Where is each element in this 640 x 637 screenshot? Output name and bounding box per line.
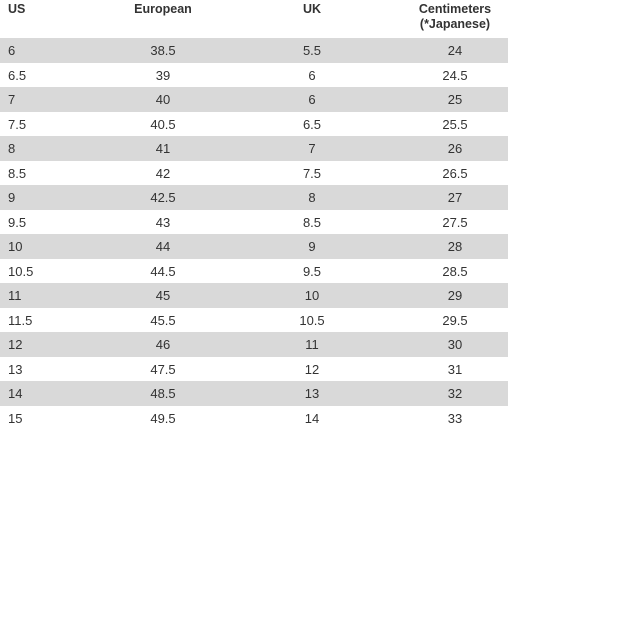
table-row <box>0 210 508 235</box>
table-row <box>0 112 508 137</box>
table-header <box>0 0 508 38</box>
table-row <box>0 332 508 357</box>
table-row <box>0 185 508 210</box>
cell-us: 6.5 <box>8 67 27 83</box>
cell-us: 12 <box>8 337 23 352</box>
table-row <box>0 283 508 308</box>
cell-us: 6 <box>8 43 16 58</box>
cell-uk: 9 <box>308 239 316 254</box>
cell-european: 42 <box>155 165 171 181</box>
cell-us: 8.5 <box>8 165 27 181</box>
cell-us: 10.5 <box>8 263 34 279</box>
cell-us: 8 <box>8 141 16 156</box>
cell-centimeters: 32 <box>447 386 463 401</box>
cell-centimeters: 30 <box>447 337 463 352</box>
cell-uk: 8.5 <box>302 214 322 230</box>
cell-uk: 11 <box>305 337 319 352</box>
table-row <box>0 136 508 161</box>
cell-uk: 10 <box>304 288 320 303</box>
cell-us: 9 <box>8 190 16 205</box>
table-row <box>0 406 508 431</box>
table-row <box>0 308 508 333</box>
cell-us: 15 <box>8 410 23 426</box>
cell-european: 41 <box>155 141 171 156</box>
cell-european: 40.5 <box>150 116 176 132</box>
cell-european: 40 <box>155 92 171 107</box>
cell-us: 11 <box>8 288 22 303</box>
cell-centimeters: 29.5 <box>442 312 468 328</box>
cell-centimeters: 33 <box>447 410 463 426</box>
cell-centimeters: 29 <box>447 288 463 303</box>
header-european: European <box>134 2 192 16</box>
cell-uk: 10.5 <box>299 312 325 328</box>
cell-centimeters: 28.5 <box>442 263 468 279</box>
header-us: US <box>8 2 26 16</box>
cell-centimeters: 26.5 <box>442 165 468 181</box>
cell-uk: 14 <box>304 410 320 426</box>
cell-centimeters: 27 <box>447 190 463 205</box>
table-row <box>0 87 508 112</box>
cell-uk: 12 <box>304 361 320 377</box>
cell-us: 7 <box>8 92 16 107</box>
cell-centimeters: 27.5 <box>442 214 468 230</box>
cell-uk: 7 <box>308 141 316 156</box>
cell-european: 47.5 <box>150 361 176 377</box>
cell-centimeters: 25.5 <box>442 116 468 132</box>
header-centimeters <box>400 2 510 32</box>
cell-uk: 6 <box>308 92 316 107</box>
table-body <box>0 38 508 430</box>
cell-us: 13 <box>8 361 23 377</box>
cell-centimeters: 31 <box>447 361 463 377</box>
table-row <box>0 63 508 88</box>
table-row <box>0 234 508 259</box>
cell-uk: 6 <box>308 67 316 83</box>
cell-european: 43 <box>155 214 171 230</box>
cell-uk: 6.5 <box>302 116 322 132</box>
cell-us: 10 <box>8 239 23 254</box>
cell-centimeters: 24 <box>447 43 463 58</box>
cell-european: 44 <box>155 239 171 254</box>
header-uk: UK <box>302 2 322 16</box>
header-centimeters-line1: Centimeters <box>418 2 492 16</box>
cell-european: 42.5 <box>150 190 176 205</box>
cell-european: 45 <box>155 288 171 303</box>
cell-centimeters: 28 <box>447 239 463 254</box>
cell-uk: 7.5 <box>302 165 322 181</box>
table-row <box>0 161 508 186</box>
table-row <box>0 259 508 284</box>
cell-centimeters: 26 <box>447 141 463 156</box>
table-row <box>0 38 508 63</box>
table-row <box>0 357 508 382</box>
cell-european: 44.5 <box>150 263 176 279</box>
cell-centimeters: 24.5 <box>442 67 468 83</box>
cell-us: 9.5 <box>8 214 27 230</box>
cell-us: 7.5 <box>8 116 27 132</box>
cell-centimeters: 25 <box>447 92 463 107</box>
cell-european: 38.5 <box>150 43 176 58</box>
cell-european: 48.5 <box>150 386 176 401</box>
cell-european: 49.5 <box>150 410 176 426</box>
cell-uk: 5.5 <box>302 43 322 58</box>
cell-european: 46 <box>155 337 171 352</box>
table-row <box>0 381 508 406</box>
cell-us: 11.5 <box>8 312 33 328</box>
header-centimeters-line2: (*Japanese) <box>419 17 491 31</box>
cell-us: 14 <box>8 386 23 401</box>
cell-uk: 8 <box>308 190 316 205</box>
cell-uk: 13 <box>304 386 320 401</box>
cell-european: 45.5 <box>150 312 176 328</box>
cell-uk: 9.5 <box>302 263 322 279</box>
cell-european: 39 <box>155 67 171 83</box>
